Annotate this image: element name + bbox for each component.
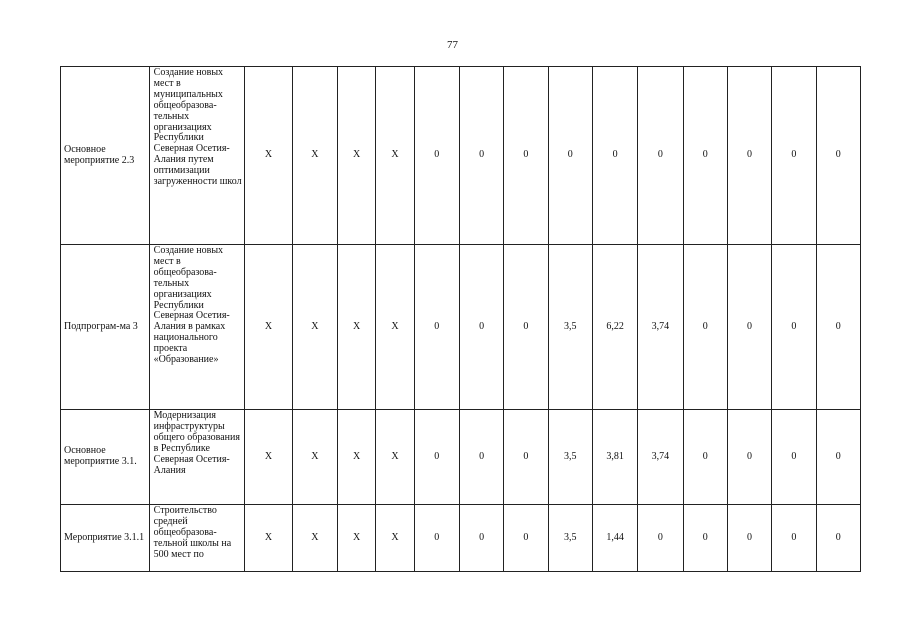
value-cell: 0 [683, 67, 727, 245]
value-cell: 0 [414, 245, 459, 410]
value-cell: 0 [683, 505, 727, 572]
value-cell: 3,5 [548, 505, 592, 572]
row-description: Строительство средней общеобразова-тельной школы на 500 мест по [149, 505, 245, 572]
value-cell: X [376, 67, 414, 245]
value-cell: 3,5 [548, 245, 592, 410]
value-cell: 0 [459, 505, 503, 572]
value-cell: 0 [504, 67, 548, 245]
value-cell: X [338, 67, 376, 245]
value-cell: 0 [504, 505, 548, 572]
value-cell: 0 [772, 505, 816, 572]
value-cell: 0 [414, 67, 459, 245]
value-cell: 0 [414, 410, 459, 505]
value-cell: X [292, 67, 337, 245]
value-cell: 3,5 [548, 410, 592, 505]
value-cell: 0 [683, 410, 727, 505]
value-cell: X [292, 245, 337, 410]
value-cell: 3,74 [638, 245, 683, 410]
value-cell: 0 [638, 505, 683, 572]
value-cell: 0 [772, 245, 816, 410]
value-cell: 0 [504, 410, 548, 505]
value-cell: 6,22 [592, 245, 637, 410]
row-label: Мероприятие 3.1.1 [61, 505, 150, 572]
row-description: Создание новых мест в общеобразова-тельных организациях Республики Северная Осетия-Алания в рамках национального проекта «Образование» [149, 245, 245, 410]
value-cell: 0 [504, 245, 548, 410]
table-row [61, 505, 861, 572]
value-cell: X [245, 245, 292, 410]
table-row [61, 67, 861, 245]
value-cell: 3,81 [592, 410, 637, 505]
value-cell: X [245, 410, 292, 505]
value-cell: 0 [772, 410, 816, 505]
row-description: Модернизация инфраструктуры общего образования в Республике Северная Осетия-Алания [149, 410, 245, 505]
value-cell: 0 [414, 505, 459, 572]
value-cell: 0 [459, 67, 503, 245]
value-cell: X [338, 245, 376, 410]
budget-table [60, 66, 861, 572]
table-row [61, 410, 861, 505]
value-cell: 0 [459, 410, 503, 505]
value-cell: 0 [727, 410, 771, 505]
value-cell: X [376, 505, 414, 572]
row-label: Основное мероприятие 2.3 [61, 67, 150, 245]
value-cell: 0 [772, 67, 816, 245]
value-cell: 1,44 [592, 505, 637, 572]
value-cell: X [245, 67, 292, 245]
value-cell: 0 [816, 245, 860, 410]
value-cell: X [292, 410, 337, 505]
value-cell: 0 [727, 67, 771, 245]
value-cell: 0 [548, 67, 592, 245]
value-cell: 0 [727, 505, 771, 572]
row-description: Создание новых мест в муниципальных общеобразова-тельных организациях Республики Северная Осетия-Алания путем оптимизации загруженности школ [149, 67, 245, 245]
value-cell: 0 [459, 245, 503, 410]
value-cell: 0 [727, 245, 771, 410]
value-cell: 0 [816, 410, 860, 505]
row-label: Основное мероприятие 3.1. [61, 410, 150, 505]
value-cell: X [292, 505, 337, 572]
value-cell: 0 [683, 245, 727, 410]
value-cell: 0 [816, 67, 860, 245]
value-cell: 0 [592, 67, 637, 245]
value-cell: 0 [816, 505, 860, 572]
value-cell: X [338, 505, 376, 572]
page-number: 77 [447, 39, 458, 51]
value-cell: X [376, 410, 414, 505]
value-cell: 3,74 [638, 410, 683, 505]
table-row [61, 245, 861, 410]
value-cell: X [245, 505, 292, 572]
value-cell: X [338, 410, 376, 505]
value-cell: X [376, 245, 414, 410]
value-cell: 0 [638, 67, 683, 245]
row-label: Подпрограм-ма 3 [61, 245, 150, 410]
